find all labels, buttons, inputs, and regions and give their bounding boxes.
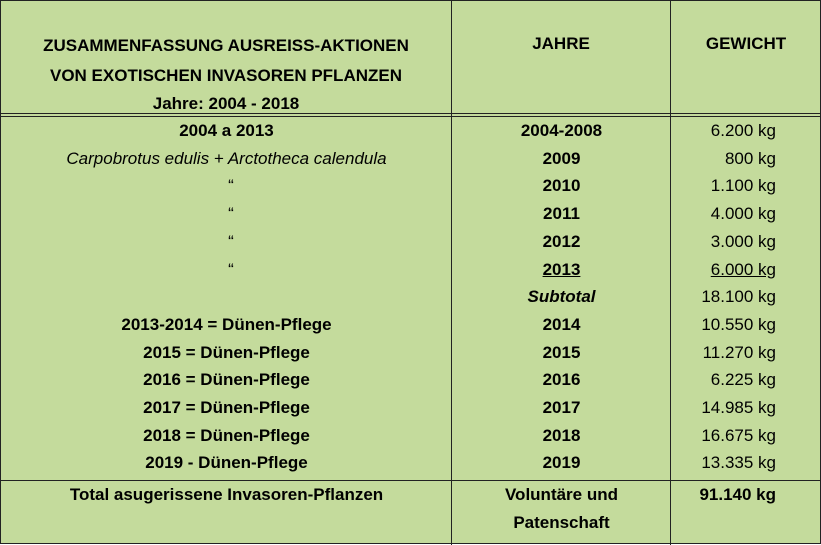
total-label: Total asugerissene Invasoren-Pflanzen xyxy=(69,485,384,504)
row-year: 2015 xyxy=(542,343,581,362)
row-description: “ xyxy=(228,232,234,251)
row-weight: 14.985 kg xyxy=(701,398,776,417)
row-weight-cell xyxy=(671,449,821,477)
row-description: 2015 = Dünen-Pflege xyxy=(143,343,310,362)
row-weight: 1.100 kg xyxy=(710,176,776,195)
row-weight-cell xyxy=(671,339,821,367)
row-weight: 800 kg xyxy=(724,149,776,168)
header-years: JAHRE xyxy=(532,34,590,53)
row-weight: 13.335 kg xyxy=(701,453,776,472)
row-weight-cell xyxy=(671,283,821,311)
row-year: 2018 xyxy=(542,426,581,445)
source-line-1: Voluntäre und xyxy=(504,485,618,504)
table-title xyxy=(1,31,451,117)
row-weight-cell xyxy=(671,366,821,394)
header-weight: GEWICHT xyxy=(705,34,787,53)
source-label xyxy=(452,481,671,537)
row-weight-cell xyxy=(671,228,821,256)
row-year: 2019 xyxy=(542,453,581,472)
row-description: “ xyxy=(228,176,234,195)
row-description: 2016 = Dünen-Pflege xyxy=(143,370,310,389)
row-description: “ xyxy=(228,260,234,279)
row-weight: 6.200 kg xyxy=(710,121,776,140)
row-year: 2013 xyxy=(542,260,581,279)
row-description: Carpobrotus edulis + Arctotheca calendula xyxy=(66,149,387,168)
source-line-2: Patenschaft xyxy=(513,513,610,532)
row-description: “ xyxy=(228,204,234,223)
total-weight xyxy=(671,481,821,509)
row-weight: 4.000 kg xyxy=(710,204,776,223)
row-description: 2018 = Dünen-Pflege xyxy=(143,426,310,445)
row-year: 2010 xyxy=(542,176,581,195)
total-weight-value: 91.140 kg xyxy=(699,485,776,504)
row-weight: 6.000 kg xyxy=(710,260,776,279)
row-weight-cell xyxy=(671,200,821,228)
row-year: 2011 xyxy=(543,204,580,223)
title-line-2: VON EXOTISCHEN INVASOREN PFLANZEN xyxy=(50,66,402,85)
row-weight-cell xyxy=(671,311,821,339)
row-weight-cell xyxy=(671,145,821,173)
row-description: 2019 - Dünen-Pflege xyxy=(145,453,308,472)
title-line-1: ZUSAMMENFASSUNG AUSREISS-AKTIONEN xyxy=(43,36,409,55)
row-year: 2004-2008 xyxy=(520,121,603,140)
row-weight-cell xyxy=(671,172,821,200)
row-year: 2016 xyxy=(542,370,581,389)
row-year: 2009 xyxy=(542,149,581,168)
row-weight: 3.000 kg xyxy=(710,232,776,251)
row-weight: 10.550 kg xyxy=(701,315,776,334)
row-year: 2017 xyxy=(542,398,581,417)
row-weight: 16.675 kg xyxy=(701,426,776,445)
row-weight-cell xyxy=(671,394,821,422)
row-weight: 11.270 kg xyxy=(702,343,776,362)
row-weight-cell xyxy=(671,422,821,450)
row-weight: 6.225 kg xyxy=(710,370,776,389)
row-weight-cell xyxy=(671,117,821,145)
row-year: 2014 xyxy=(542,315,581,334)
row-year: Subtotal xyxy=(527,287,596,306)
row-description: 2004 a 2013 xyxy=(179,121,274,140)
row-year: 2012 xyxy=(542,232,581,251)
title-line-3: Jahre: 2004 - 2018 xyxy=(152,94,300,113)
row-description: 2017 = Dünen-Pflege xyxy=(143,398,310,417)
row-weight: 18.100 kg xyxy=(701,287,776,306)
row-description: 2013-2014 = Dünen-Pflege xyxy=(121,315,332,334)
row-weight-cell xyxy=(671,256,821,284)
